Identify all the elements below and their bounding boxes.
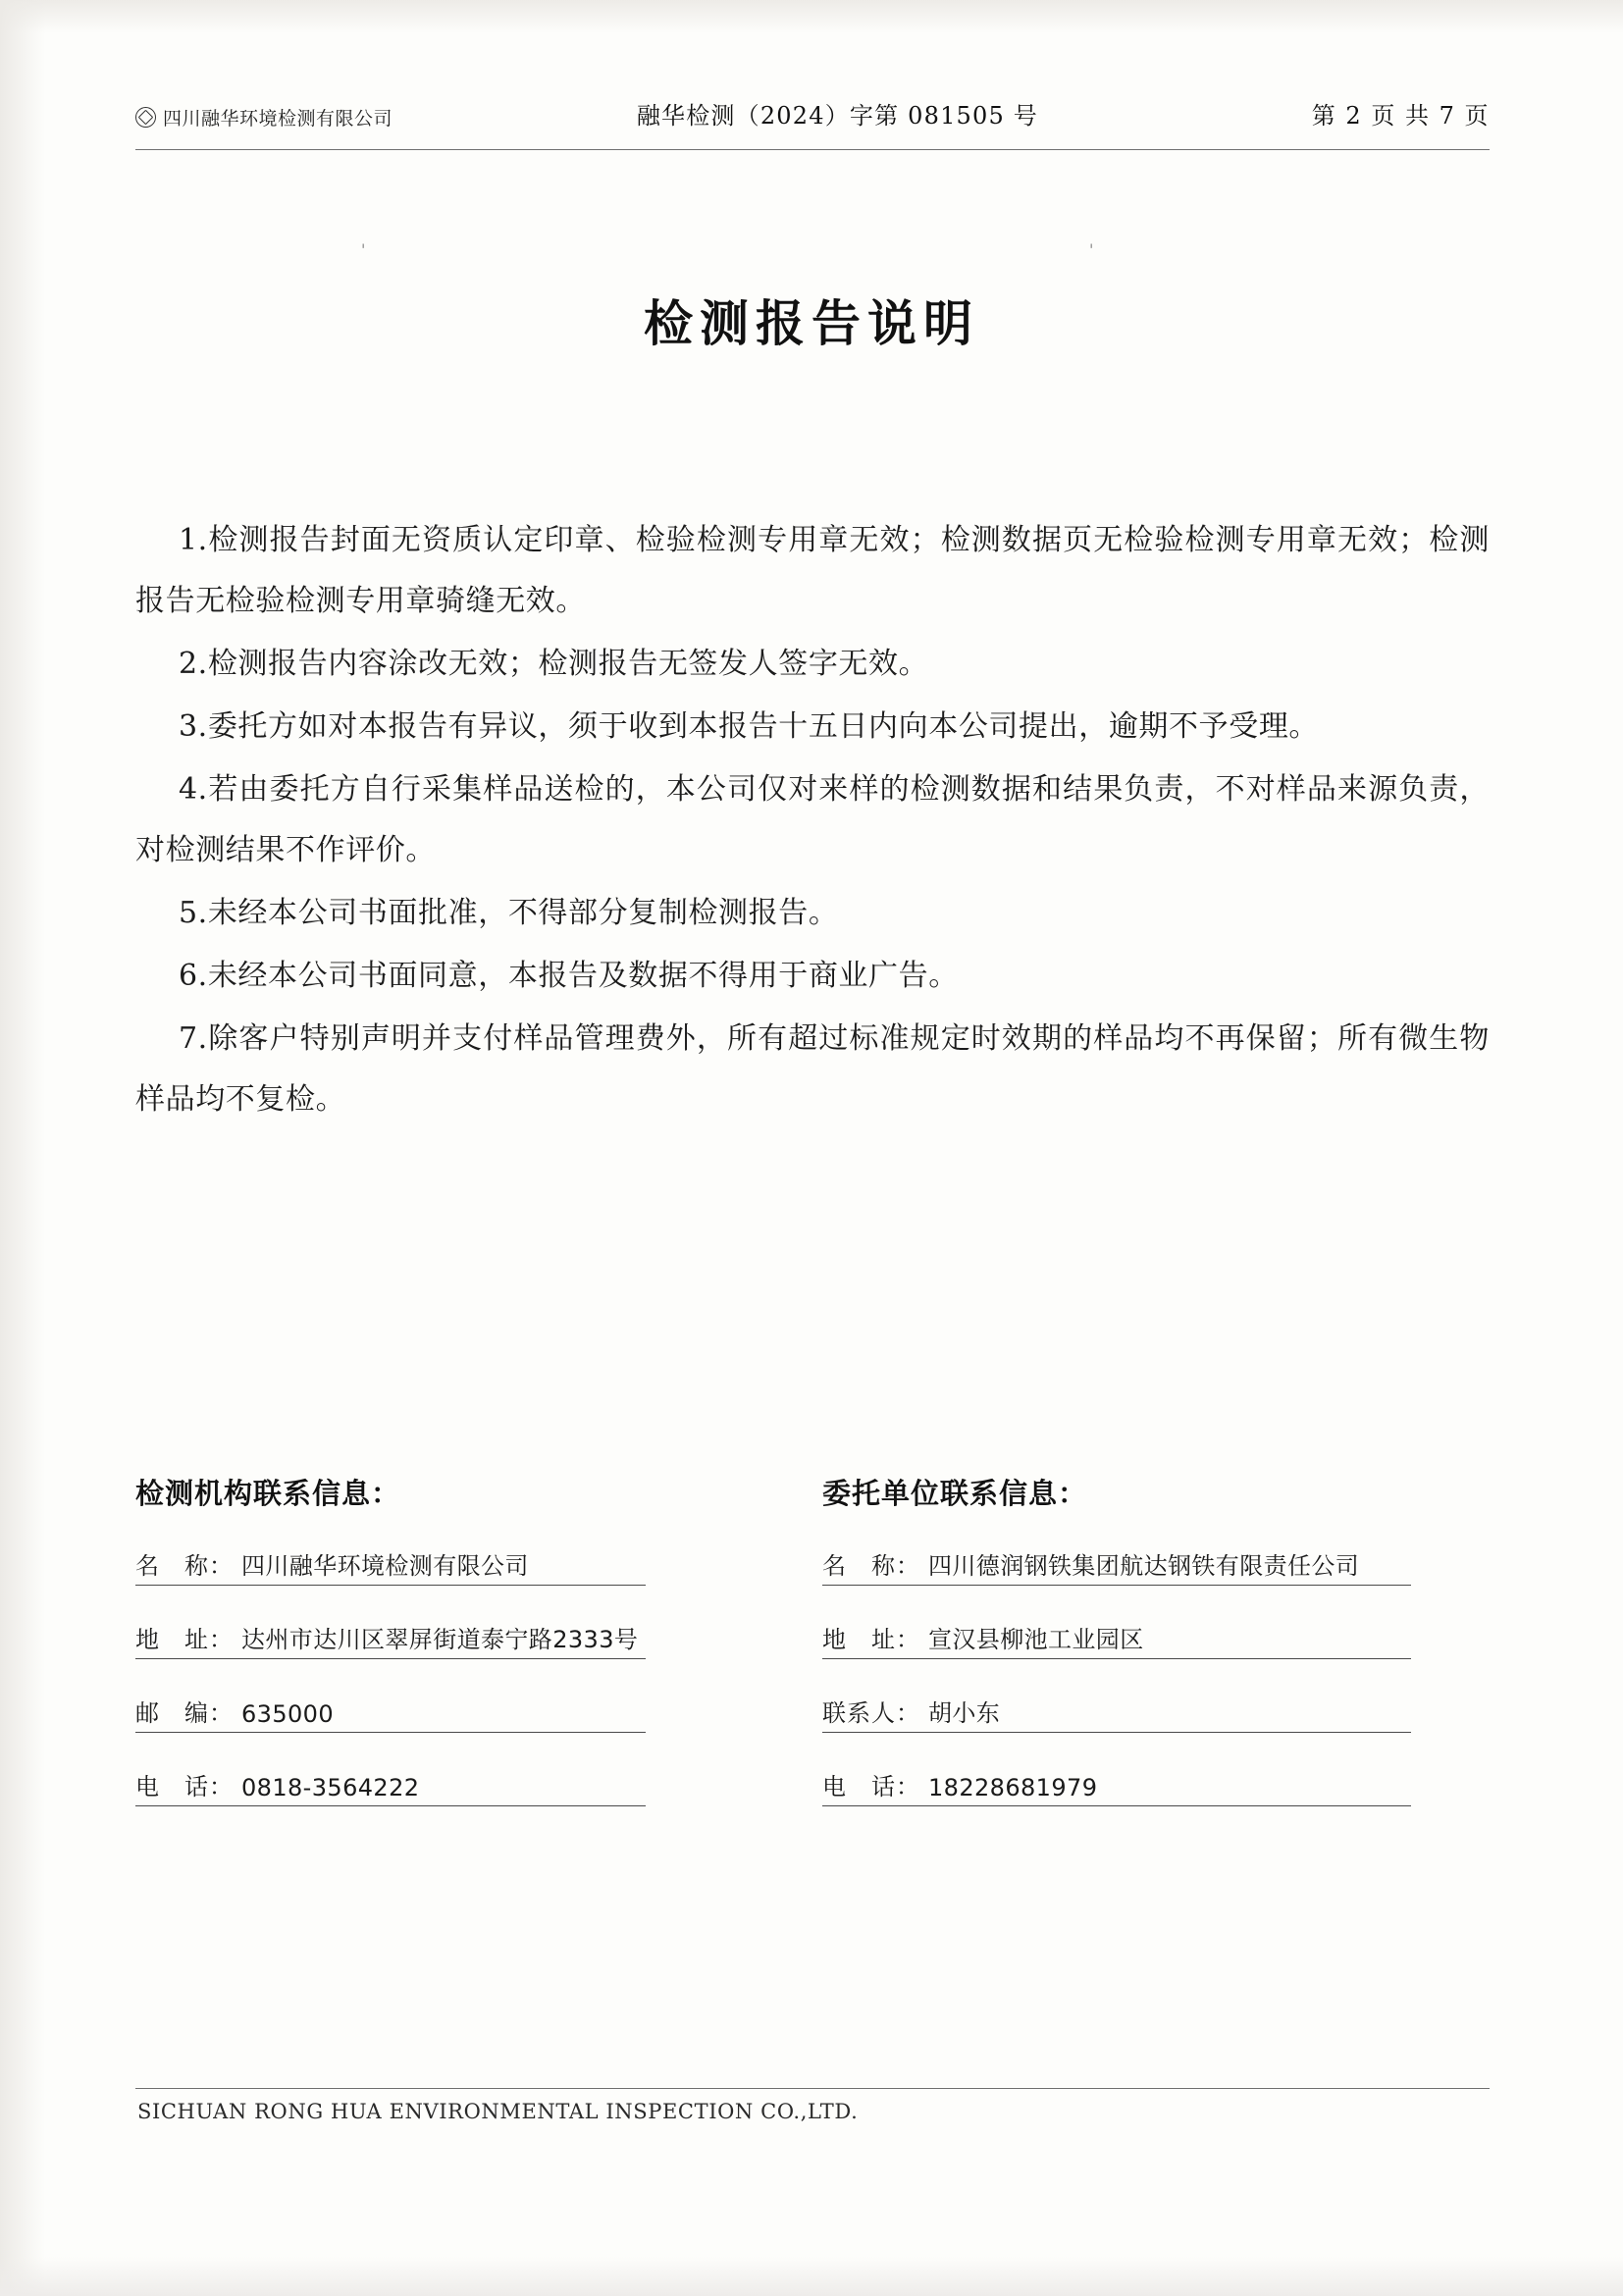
agency-name-row xyxy=(135,1545,646,1586)
agency-name-value: 四川融华环境检测有限公司 xyxy=(241,1552,529,1580)
agency-postcode-value: 635000 xyxy=(241,1700,335,1728)
agency-address-label: 地 址： xyxy=(135,1626,234,1653)
company-name: 四川融华环境检测有限公司 xyxy=(163,108,393,130)
client-contact-person-value: 胡小东 xyxy=(928,1699,1001,1727)
agency-address-row xyxy=(135,1619,646,1659)
client-name-row xyxy=(822,1545,1411,1586)
agency-contact-heading: 检测机构联系信息： xyxy=(135,1477,401,1510)
clause-item: 4.若由委托方自行采集样品送检的，本公司仅对来样的检测数据和结果负责，不对样品来源负责，对检测结果不作评价。 xyxy=(135,772,1490,867)
client-phone-row xyxy=(822,1766,1411,1806)
page-indicator: 第 2 页 共 7 页 xyxy=(1311,102,1490,130)
header-company xyxy=(135,104,393,130)
report-number: 融华检测（2024）字第 081505 号 xyxy=(636,102,1038,130)
clause-item: 3.委托方如对本报告有异议，须于收到本报告十五日内向本公司提出，逾期不予受理。 xyxy=(179,709,1320,744)
page-header xyxy=(135,96,1490,130)
agency-phone-label: 电 话： xyxy=(135,1773,234,1800)
clause-item: 2.检测报告内容涂改无效；检测报告无签发人签字无效。 xyxy=(179,647,929,681)
agency-postcode-row xyxy=(135,1693,646,1733)
agency-phone-row xyxy=(135,1766,646,1806)
circle-diamond-icon xyxy=(135,107,156,128)
client-phone-value: 18228681979 xyxy=(928,1774,1098,1801)
client-address-value: 宣汉县柳池工业园区 xyxy=(928,1626,1144,1653)
clause-item: 7.除客户特别声明并支付样品管理费外，所有超过标准规定时效期的样品均不再保留；所有微生物样品均不复检。 xyxy=(135,1021,1490,1117)
clause-item: 6.未经本公司书面同意，本报告及数据不得用于商业广告。 xyxy=(179,959,959,993)
client-address-row xyxy=(822,1619,1411,1659)
clause-item: 1.检测报告封面无资质认定印章、检验检测专用章无效；检测数据页无检验检测专用章无效；检测报告无检验检测专用章骑缝无效。 xyxy=(135,523,1490,618)
footer-divider xyxy=(135,2088,1490,2089)
title-tick-right: ' xyxy=(1089,240,1094,259)
clause-item: 5.未经本公司书面批准，不得部分复制检测报告。 xyxy=(179,896,839,930)
page-title: 检测报告说明 xyxy=(644,294,979,352)
client-name-label: 名 称： xyxy=(822,1552,920,1580)
agency-phone-value: 0818-3564222 xyxy=(241,1774,420,1801)
footer-company-en: SICHUAN RONG HUA ENVIRONMENTAL INSPECTION CO.,LTD. xyxy=(137,2100,859,2123)
client-contact-heading: 委托单位联系信息： xyxy=(822,1477,1088,1510)
agency-address-value: 达州市达川区翠屏街道泰宁路2333号 xyxy=(241,1626,639,1653)
agency-contact-block xyxy=(135,1472,724,1840)
client-address-label: 地 址： xyxy=(822,1626,920,1653)
client-contact-block xyxy=(822,1472,1411,1840)
agency-postcode-label: 邮 编： xyxy=(135,1699,234,1727)
client-name-value: 四川德润钢铁集团航达钢铁有限责任公司 xyxy=(928,1552,1360,1580)
client-contact-person-row xyxy=(822,1693,1411,1733)
page-edge-shade-bottom xyxy=(0,2257,1623,2296)
header-divider xyxy=(135,149,1490,150)
client-contact-person-label: 联系人： xyxy=(822,1699,920,1727)
title-tick-left: ' xyxy=(361,240,366,259)
agency-name-label: 名 称： xyxy=(135,1552,234,1580)
client-phone-label: 电 话： xyxy=(822,1773,920,1800)
contact-sections xyxy=(135,1472,1490,1840)
page-edge-shade-top xyxy=(0,0,1623,33)
clause-list xyxy=(135,510,1490,1132)
